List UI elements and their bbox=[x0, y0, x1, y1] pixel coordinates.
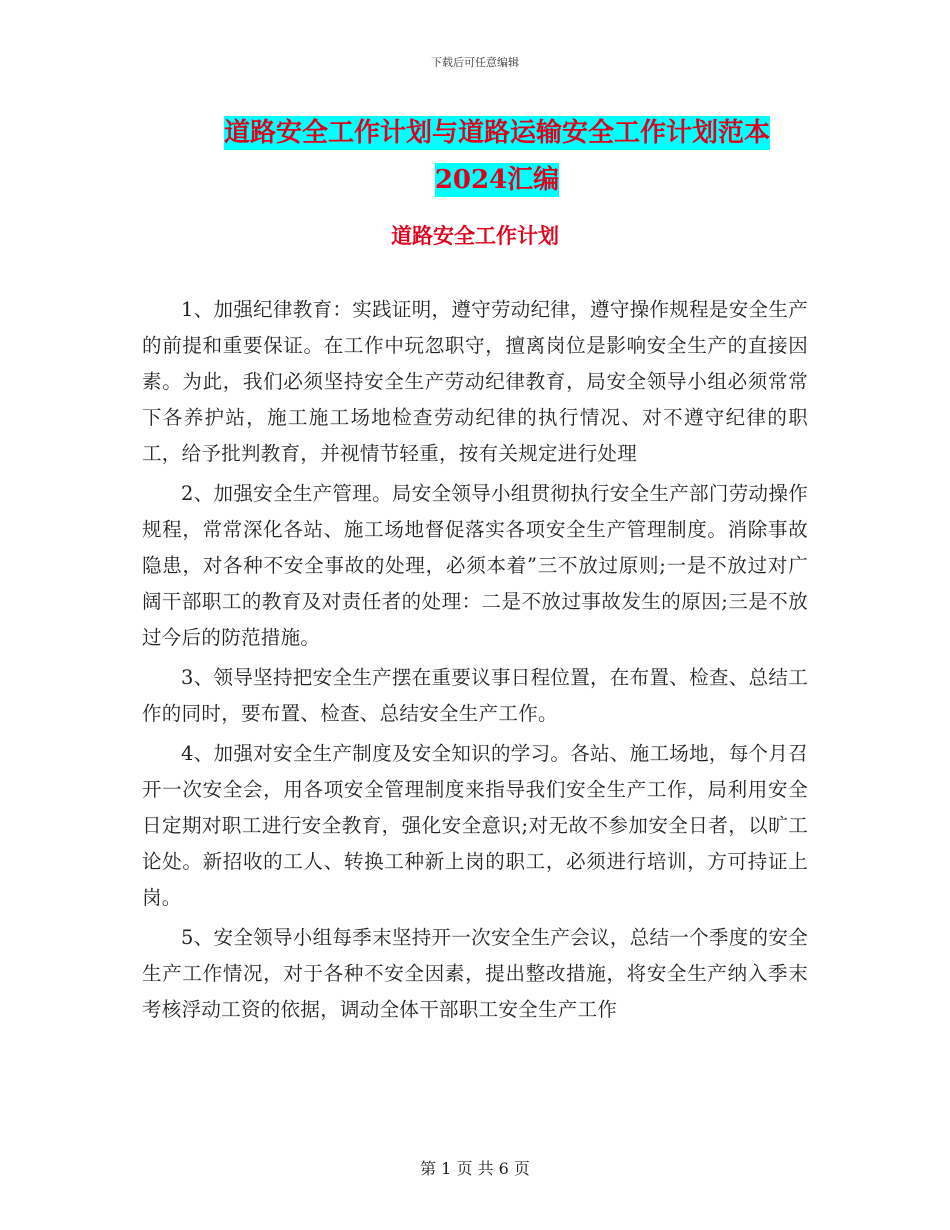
paragraph-2: 2、加强安全生产管理。局安全领导小组贯彻执行安全生产部门劳动操作规程，常常深化各站、施工场地督促落实各项安全生产管理制度。消除事故隐患，对各种不安全事故的处理，必须本着”三不放过原则;一是不放过对广阔干部职工的教育及对责任者的处理：二是不放过事故发生的原因;三是不放过今后的防范措施。 bbox=[142, 482, 808, 649]
paragraph-4: 4、加强对安全生产制度及安全知识的学习。各站、施工场地，每个月召开一次安全会，用各项安全管理制度来指导我们安全生产工作，局利用安全日定期对职工进行安全教育，强化安全意识;对无故不参加安全日者，以旷工论处。新招收的工人、转换工种新上岗的职工，必须进行培训，方可持证上岗。 bbox=[142, 742, 808, 909]
paragraph-3: 3、领导坚持把安全生产摆在重要议事日程位置，在布置、检查、总结工作的同时，要布置、检查、总结安全生产工作。 bbox=[142, 666, 808, 725]
document-title bbox=[190, 110, 804, 204]
document-title-text: 道路安全工作计划与道路运输安全工作计划范本2024汇编 bbox=[223, 118, 770, 195]
section-title: 道路安全工作计划 bbox=[391, 223, 559, 248]
header-note: 下载后可任意编辑 bbox=[431, 56, 519, 69]
paragraph-1: 1、加强纪律教育：实践证明，遵守劳动纪律，遵守操作规程是安全生产的前提和重要保证。在工作中玩忽职守，擅离岗位是影响安全生产的直接因素。为此，我们必须坚持安全生产劳动纪律教育，局安全领导小组必须常常下各养护站，施工施工场地检查劳动纪律的执行情况、对不遵守纪律的职工，给予批判教育，并视情节轻重，按有关规定进行处理 bbox=[142, 298, 808, 465]
body-text bbox=[142, 292, 808, 1032]
paragraph-5: 5、安全领导小组每季末坚持开一次安全生产会议，总结一个季度的安全生产工作情况，对于各种不安全因素，提出整改措施，将安全生产纳入季末考核浮动工资的依据，调动全体干部职工安全生产工作 bbox=[142, 926, 808, 1021]
page-footer: 第 1 页 共 6 页 bbox=[420, 1159, 530, 1178]
